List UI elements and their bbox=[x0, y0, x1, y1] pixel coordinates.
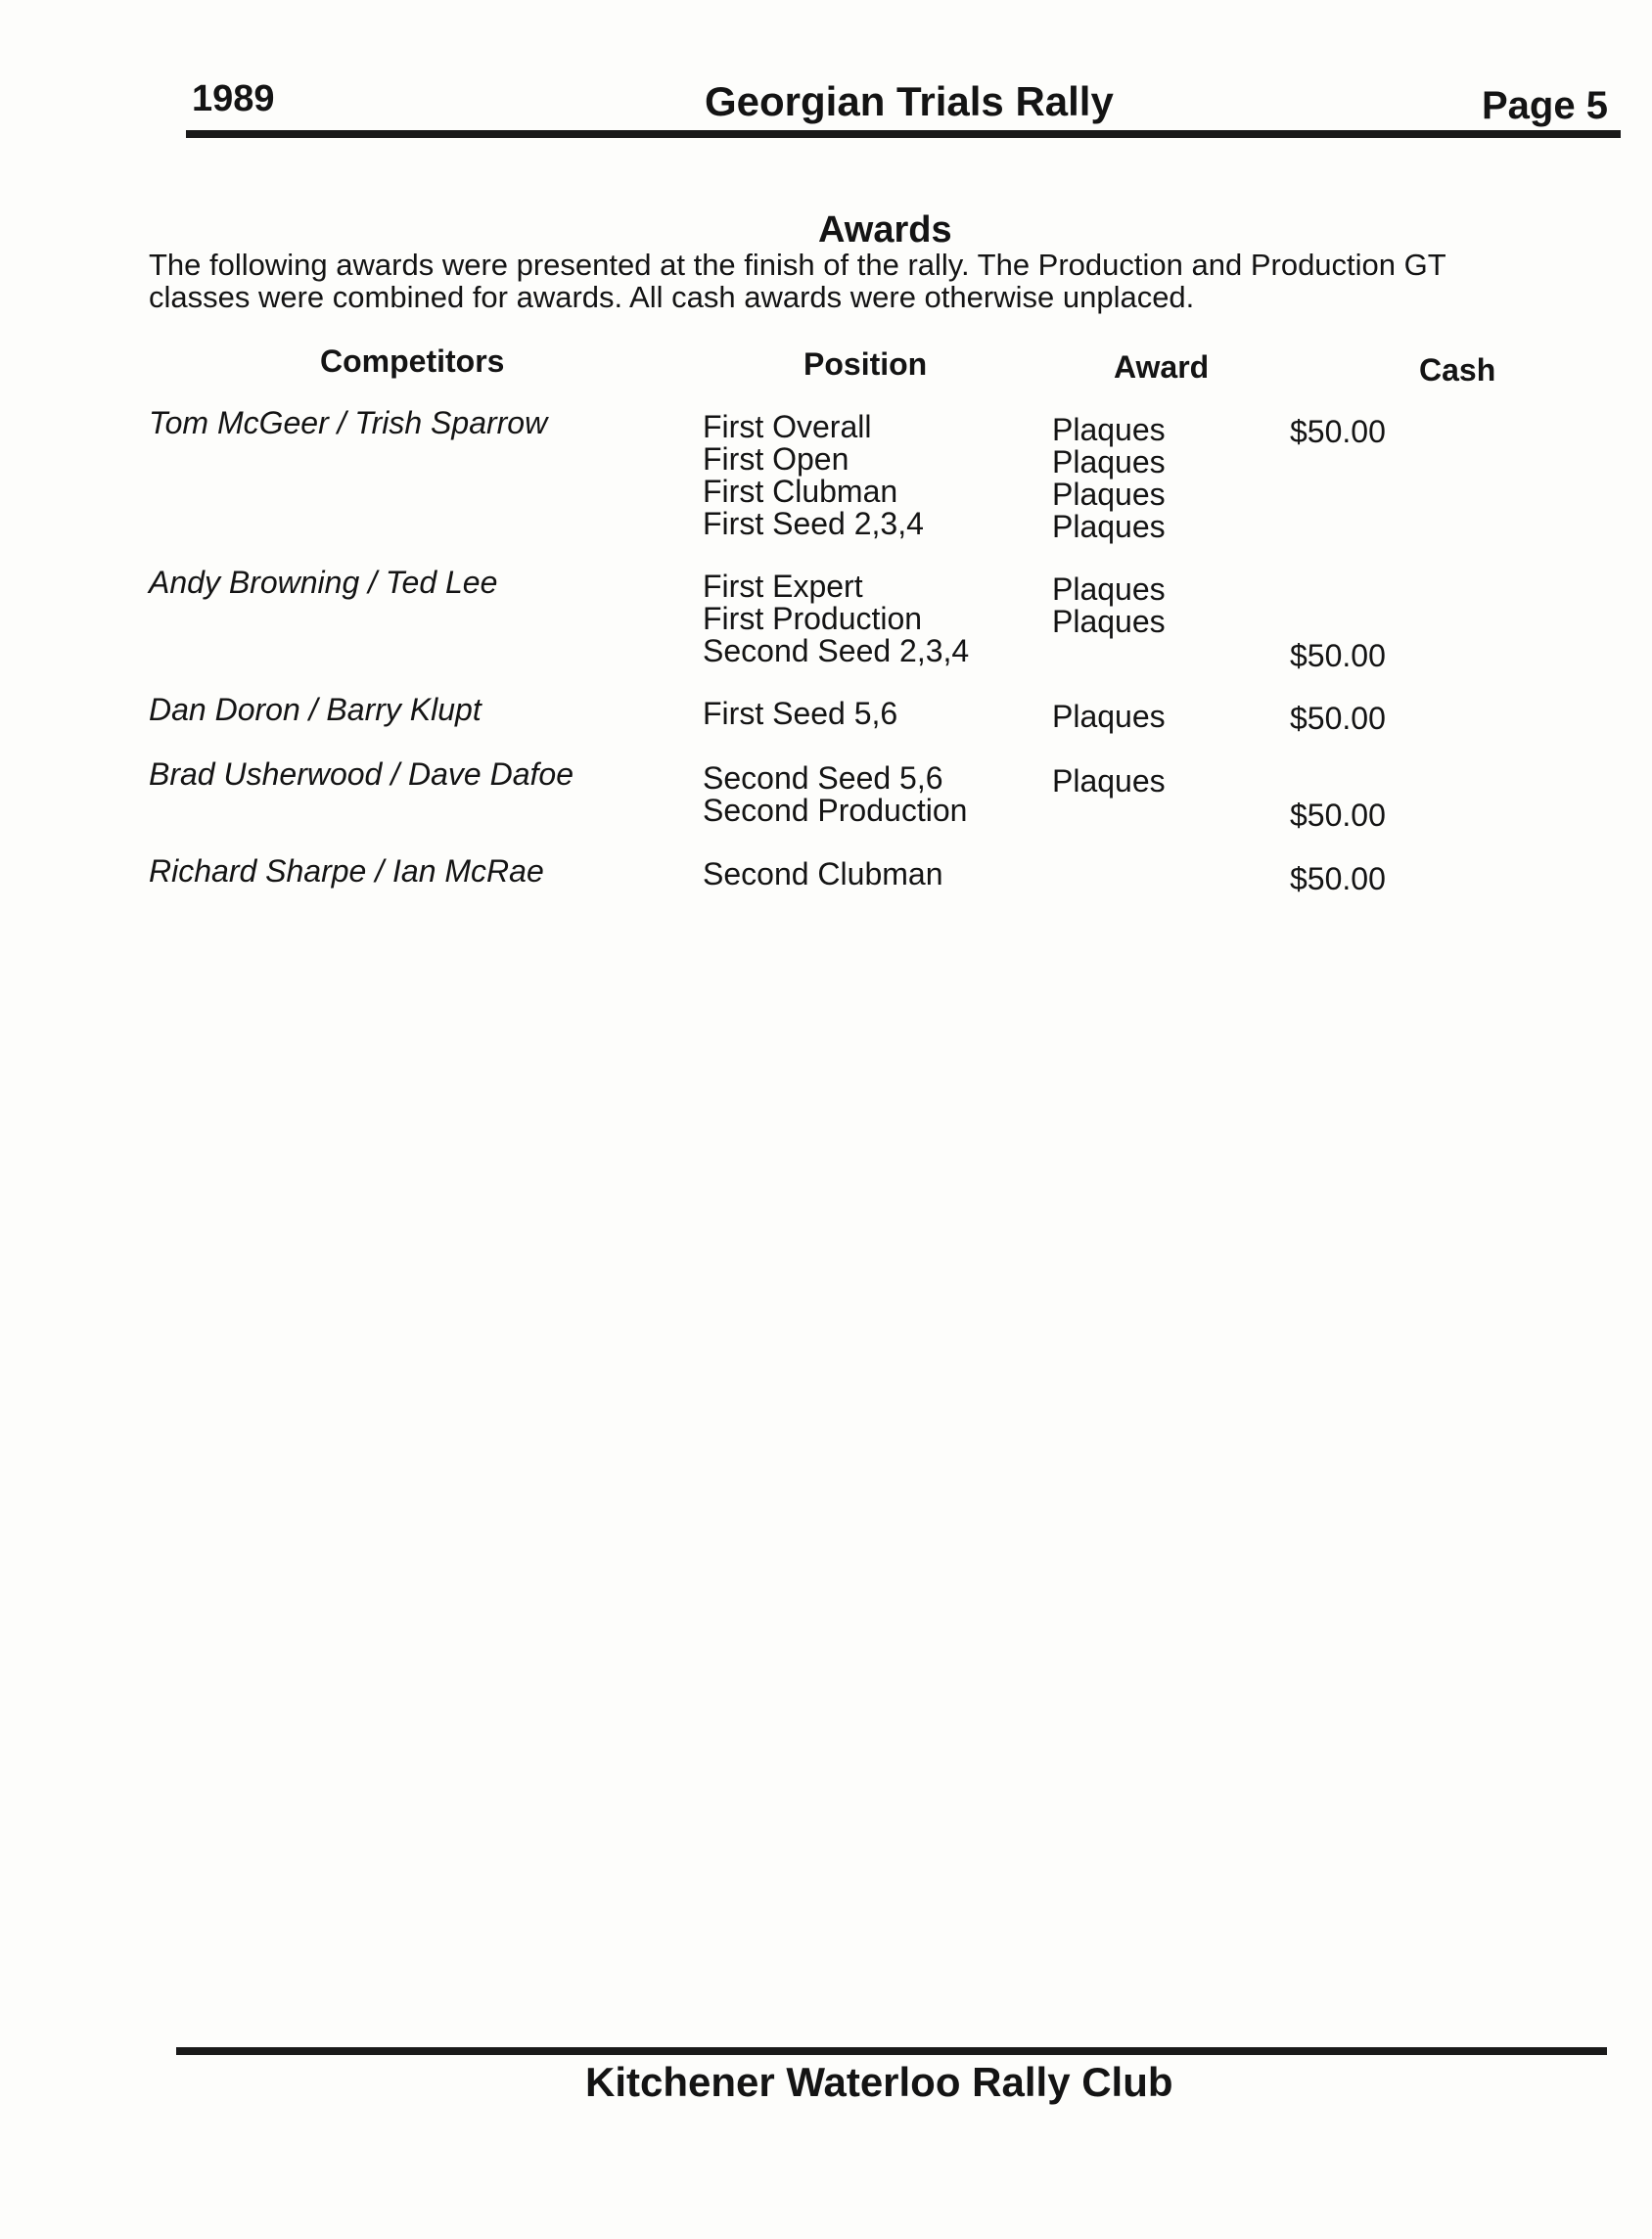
row-position: Second Seed 5,6 bbox=[703, 760, 943, 796]
header-divider bbox=[186, 130, 1621, 138]
row-position: First Seed 5,6 bbox=[703, 696, 898, 731]
row-position: First Seed 2,3,4 bbox=[703, 506, 924, 541]
row-cash: $50.00 bbox=[1290, 701, 1386, 736]
footer-club-name: Kitchener Waterloo Rally Club bbox=[585, 2059, 1173, 2105]
row-cash: $50.00 bbox=[1290, 861, 1386, 896]
row-competitors: Tom McGeer / Trish Sparrow bbox=[149, 405, 548, 440]
row-competitors: Andy Browning / Ted Lee bbox=[149, 565, 498, 600]
row-position: First Open bbox=[703, 441, 849, 477]
row-cash: $50.00 bbox=[1290, 798, 1386, 833]
column-header-cash: Cash bbox=[1419, 352, 1496, 388]
row-award: Plaques bbox=[1052, 477, 1166, 512]
row-competitors: Dan Doron / Barry Klupt bbox=[149, 692, 482, 727]
row-award: Plaques bbox=[1052, 763, 1166, 799]
header-title: Georgian Trials Rally bbox=[705, 78, 1114, 124]
header-year: 1989 bbox=[192, 78, 275, 119]
row-award: Plaques bbox=[1052, 604, 1166, 639]
row-position: Second Clubman bbox=[703, 856, 943, 891]
row-position: First Overall bbox=[703, 409, 872, 444]
row-position: Second Production bbox=[703, 793, 968, 828]
awards-intro-line: classes were combined for awards. All cash awards were otherwise unplaced. bbox=[149, 280, 1195, 314]
row-award: Plaques bbox=[1052, 571, 1166, 607]
row-position: First Expert bbox=[703, 569, 863, 604]
awards-intro-line: The following awards were presented at the finish of the rally. The Production and Production GT bbox=[149, 248, 1446, 282]
row-position: First Production bbox=[703, 601, 923, 636]
row-award: Plaques bbox=[1052, 412, 1166, 447]
awards-intro bbox=[149, 249, 1578, 313]
row-competitors: Richard Sharpe / Ian McRae bbox=[149, 853, 544, 889]
row-competitors: Brad Usherwood / Dave Dafoe bbox=[149, 756, 574, 792]
row-award: Plaques bbox=[1052, 509, 1166, 544]
row-award: Plaques bbox=[1052, 444, 1166, 480]
column-header-award: Award bbox=[1114, 349, 1210, 385]
row-position: Second Seed 2,3,4 bbox=[703, 633, 970, 668]
row-award: Plaques bbox=[1052, 699, 1166, 734]
footer-divider bbox=[176, 2047, 1607, 2055]
row-position: First Clubman bbox=[703, 474, 898, 509]
row-cash: $50.00 bbox=[1290, 414, 1386, 449]
awards-heading: Awards bbox=[818, 209, 952, 251]
column-header-competitors: Competitors bbox=[320, 343, 505, 379]
column-header-position: Position bbox=[803, 346, 928, 382]
row-cash: $50.00 bbox=[1290, 638, 1386, 673]
header-page-number: Page 5 bbox=[1482, 84, 1608, 127]
